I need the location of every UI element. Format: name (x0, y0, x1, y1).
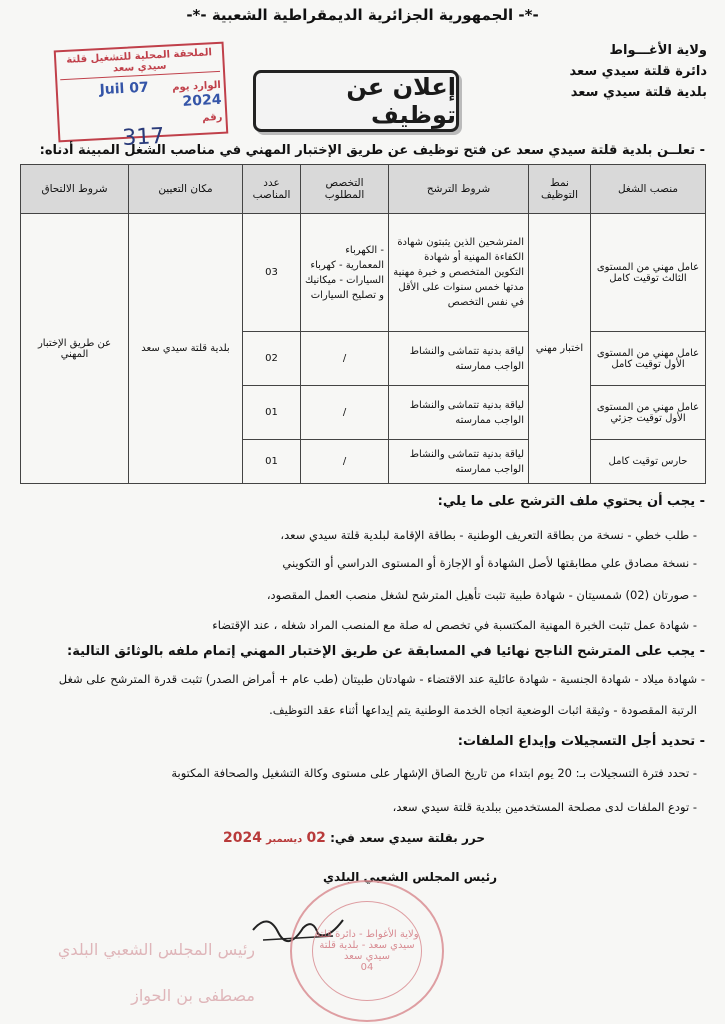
file-section-title: - يجب أن يحتوي ملف الترشح على ما يلي: (437, 494, 705, 509)
signature-date (223, 830, 485, 846)
header-access: شروط الالتحاق (21, 165, 129, 214)
president-title: رئيس المجلس الشعبي البلدي (323, 870, 497, 884)
reception-stamp (54, 42, 229, 152)
cell-post: عامل مهني من المستوى الأول توقيت كامل (591, 332, 706, 386)
success-item: الرتبة المقصودة - وثيقة اثبات الوضعية اتجاه الخدمة الوطنية يتم إيداعها أثناء عقد التوظيف. (269, 703, 697, 717)
stamp-date-row (60, 76, 221, 116)
header-specialty: التخصص المطلوب (301, 165, 389, 214)
stamp-inner-ring (312, 901, 422, 1001)
deadline-section-title: - تحديد أجل التسجيلات وإيداع الملفات: (457, 734, 705, 749)
round-stamp-text: ولاية الأغواط - دائرة قلتة سيدي سعد - بلدية قلتة سيدي سعد (315, 929, 419, 962)
cell-post: عامل مهني من المستوى الأول توقيت جزئي (591, 386, 706, 440)
intro-text: - تعلــن بلدية قلتة سيدي سعد عن فتح توظيف عن طريق الإختبار المهني في مناصب الشغل المبينة أدناه: (39, 143, 705, 158)
header-place: مكان التعيين (129, 165, 243, 214)
cell-count: 01 (243, 440, 301, 484)
cell-access: عن طريق الإختبار المهني (21, 214, 129, 484)
cell-count: 03 (243, 214, 301, 332)
official-round-stamp (290, 880, 444, 1022)
signature-place: حرر بقلتة سيدي سعد في: (330, 831, 485, 845)
stamp-number-label: رقم (202, 111, 223, 124)
cell-place: بلدية قلتة سيدي سعد (129, 214, 243, 484)
jobs-table (20, 164, 706, 484)
file-item: - شهادة عمل تثبت الخبرة المهنية المكتسبة في تخصص له صلة مع المنصب المراد شغله ، عند الإقتضاء (212, 618, 697, 632)
cell-conditions: لياقة بدنية تتماشى والنشاط الواجب ممارسته (389, 440, 529, 484)
success-item: - شهادة ميلاد - شهادة الجنسية - شهادة عائلية عند الاقتضاء - شهادتان طبيتان (طب عام + أمراض الصدر) تثبت قدرة المترشح على شغل (58, 672, 705, 686)
stamp-title: الملحقة المحلية للتشغيل قلتة سيدي سعد (59, 47, 220, 80)
wilaya-line: ولاية الأغـــواط (609, 43, 707, 58)
stamp-date: 07 Juil 2024 (99, 79, 222, 110)
cell-specialty: - الكهرباء المعمارية - كهرباء السيارات - ميكانيك و تصليح السيارات (301, 214, 389, 332)
president-name-stamp-line1: رئيس المجلس الشعبي البلدي (57, 940, 255, 959)
signature-day: 02 (306, 830, 326, 846)
header-mode: نمط التوظيف (529, 165, 591, 214)
round-stamp-number: 04 (360, 962, 374, 973)
signature-month: ديسمبر (266, 834, 303, 845)
cell-count: 01 (243, 386, 301, 440)
cell-post: عامل مهني من المستوى الثالث توقيت كامل (591, 214, 706, 332)
cell-conditions: لياقة بدنية تتماشى والنشاط الواجب ممارسته (389, 386, 529, 440)
daira-line: دائرة قلتة سيدي سعد (569, 64, 707, 79)
cell-mode: اختبار مهني (529, 214, 591, 484)
cell-post: حارس توقيت كامل (591, 440, 706, 484)
file-item: - صورتان (02) شمسيتان - شهادة طبية تثبت تأهيل المترشح لشغل منصب العمل المقصود، (266, 588, 697, 602)
cell-conditions: لياقة بدنية تتماشى والنشاط الواجب ممارسته (389, 332, 529, 386)
cell-count: 02 (243, 332, 301, 386)
deadline-item: - تودع الملفات لدى مصلحة المستخدمين ببلدية قلتة سيدي سعد، (392, 800, 697, 814)
header-post: منصب الشغل (591, 165, 706, 214)
cell-specialty: / (301, 440, 389, 484)
cell-conditions: المترشحين الذين يثبتون شهادة الكفاءة المهنية أو شهادة التكوين المتخصص و خبرة مهنية مدتها خمس سنوات على الأقل في نفس التخصص (389, 214, 529, 332)
success-section-title: - يجب على المترشح الناجح نهائيا في المسابقة عن طريق الإختبار المهني إتمام ملفه بالوثائق التالية: (67, 644, 705, 659)
file-item: - نسخة مصادق علي مطابقتها لأصل الشهادة أو الإجازة أو المستوى الدراسي أو التكويني (282, 556, 697, 570)
table-row (21, 214, 706, 332)
republic-title: -*- الجمهورية الجزائرية الديمقراطية الشعبية -*- (186, 6, 539, 24)
stamp-date-label: الوارد يوم (171, 79, 222, 94)
table-header-row (21, 165, 706, 214)
header-conditions: شروط الترشح (389, 165, 529, 214)
commune-line: بلدية قلتة سيدي سعد (570, 85, 707, 100)
administration-block (569, 40, 707, 103)
header-count: عدد المناصب (243, 165, 301, 214)
announcement-banner: إعلان عن توظيف (253, 70, 459, 132)
signature-year: 2024 (223, 830, 262, 846)
file-item: - طلب خطي - نسخة من بطاقة التعريف الوطنية - بطاقة الإقامة لبلدية قلتة سيدي سعد، (280, 528, 697, 542)
president-name-stamp-line2: مصطفى بن الحواز (131, 986, 255, 1005)
deadline-item: - تحدد فترة التسجيلات بـ: 20 يوم ابتداء من تاريخ الصاق الإشهار على مستوى وكالة التشغيل والصحافة المكتوبة (171, 766, 697, 780)
cell-specialty: / (301, 386, 389, 440)
stamp-number: 317 (121, 123, 166, 152)
cell-specialty: / (301, 332, 389, 386)
